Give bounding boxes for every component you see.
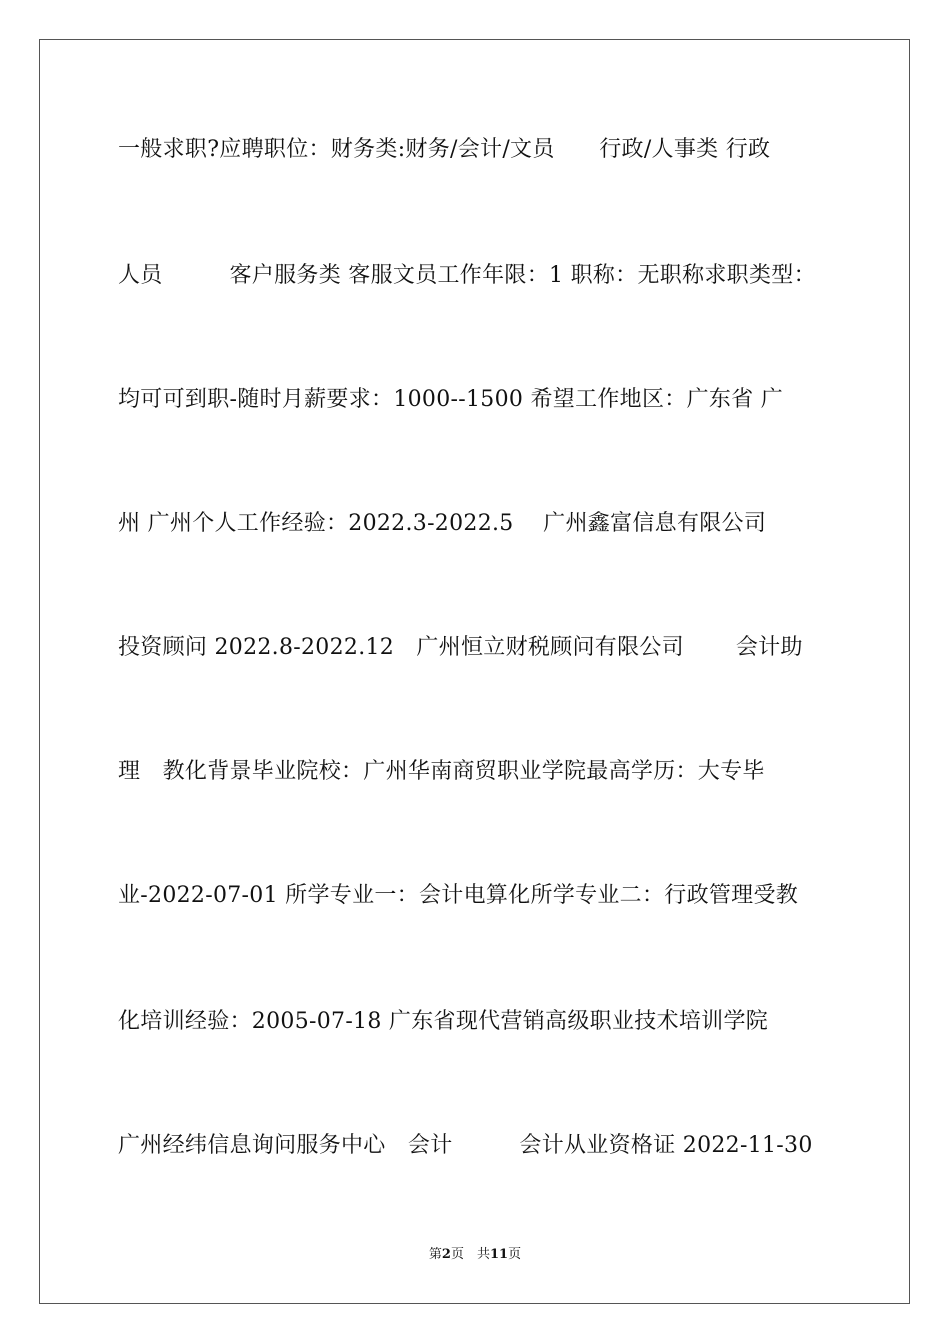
text-line: 人员 客户服务类 客服文员工作年限：1 职称：无职称求职类型： [118,263,816,288]
page-mid: 页 共 [450,1247,490,1262]
page-suffix: 页 [508,1247,522,1262]
text-line: 均可可到职-随时月薪要求：1000--1500 希望工作地区：广东省 广 [118,387,784,412]
page-border [39,39,910,1304]
text-line: 化培训经验：2005-07-18 广东省现代营销高级职业技术培训学院 [118,1009,769,1034]
total-page-number: 11 [489,1247,509,1262]
page-prefix: 第 [428,1247,442,1262]
text-line: 州 广州个人工作经验：2022.3-2022.5 广州鑫富信息有限公司 [118,511,767,536]
text-line: 投资顾问 2022.8-2022.12 广州恒立财税顾问有限公司 会计助 [118,635,803,660]
text-line: 一般求职?应聘职位：财务类:财务/会计/文员 行政/人事类 行政 [118,137,771,162]
text-line: 业-2022-07-01 所学专业一：会计电算化所学专业二：行政管理受教 [118,883,799,908]
text-line: 理 教化背景毕业院校：广州华南商贸职业学院最高学历：大专毕 [118,759,765,784]
current-page-number: 2 [441,1247,451,1262]
text-line: 广州经纬信息询问服务中心 会计 会计从业资格证 2022-11-30 [118,1133,813,1158]
page-footer [0,1246,950,1264]
